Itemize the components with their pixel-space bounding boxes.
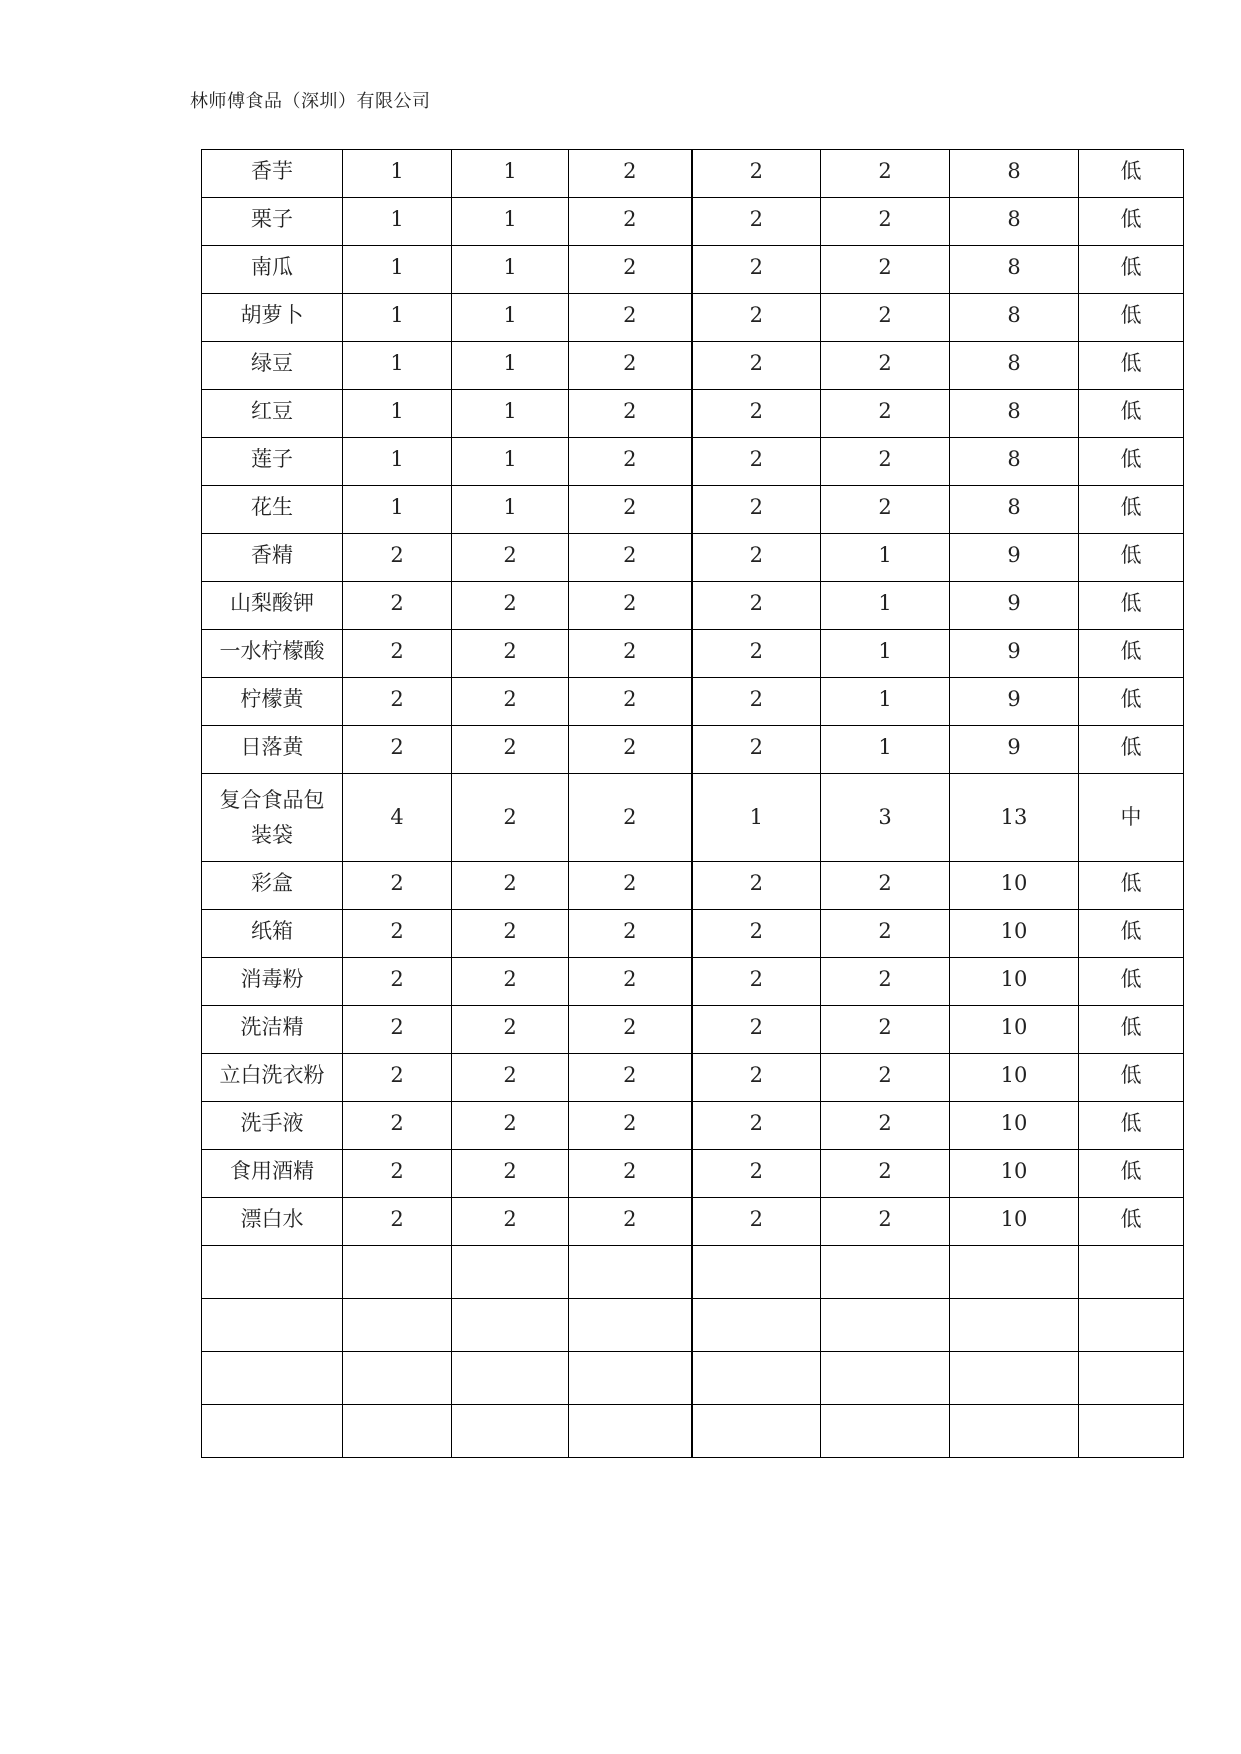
score-cell: 2 — [692, 342, 821, 390]
total-cell: 10 — [950, 862, 1079, 910]
score-cell: 2 — [692, 390, 821, 438]
risk-level-cell: 低 — [1079, 342, 1184, 390]
total-cell: 8 — [950, 390, 1079, 438]
total-cell: 8 — [950, 150, 1079, 198]
material-name — [202, 774, 343, 862]
table-row — [202, 678, 1184, 726]
empty-cell — [452, 1299, 569, 1352]
score-cell: 2 — [569, 1102, 692, 1150]
table-row — [202, 958, 1184, 1006]
score-cell: 2 — [343, 1150, 452, 1198]
score-cell: 2 — [569, 1198, 692, 1246]
material-name: 南瓜 — [202, 246, 343, 294]
score-cell: 2 — [343, 910, 452, 958]
material-name-line: 装袋 — [251, 822, 293, 847]
score-cell: 2 — [452, 1102, 569, 1150]
score-cell: 3 — [821, 774, 950, 862]
score-cell: 1 — [343, 246, 452, 294]
score-cell: 2 — [692, 534, 821, 582]
table-row — [202, 294, 1184, 342]
score-cell: 2 — [343, 1102, 452, 1150]
score-cell: 2 — [569, 910, 692, 958]
score-cell: 1 — [821, 630, 950, 678]
score-cell: 2 — [821, 198, 950, 246]
material-name: 日落黄 — [202, 726, 343, 774]
score-cell: 2 — [692, 198, 821, 246]
score-cell: 2 — [821, 1102, 950, 1150]
material-name: 花生 — [202, 486, 343, 534]
total-cell: 9 — [950, 678, 1079, 726]
score-cell: 2 — [569, 726, 692, 774]
score-cell: 2 — [452, 678, 569, 726]
material-name: 莲子 — [202, 438, 343, 486]
risk-level-cell: 低 — [1079, 534, 1184, 582]
score-cell: 2 — [692, 1054, 821, 1102]
risk-level-cell: 低 — [1079, 958, 1184, 1006]
table-row — [202, 390, 1184, 438]
score-cell: 2 — [569, 1054, 692, 1102]
empty-cell — [950, 1299, 1079, 1352]
empty-cell — [821, 1405, 950, 1458]
score-cell: 1 — [452, 486, 569, 534]
risk-level-cell: 低 — [1079, 1054, 1184, 1102]
material-name: 彩盒 — [202, 862, 343, 910]
score-cell: 4 — [343, 774, 452, 862]
empty-cell — [692, 1405, 821, 1458]
score-cell: 2 — [569, 246, 692, 294]
score-cell: 2 — [692, 150, 821, 198]
score-cell: 2 — [452, 862, 569, 910]
score-cell: 2 — [821, 1054, 950, 1102]
score-cell: 1 — [343, 390, 452, 438]
total-cell: 10 — [950, 1198, 1079, 1246]
score-cell: 2 — [569, 630, 692, 678]
score-cell: 2 — [692, 294, 821, 342]
score-cell: 2 — [692, 678, 821, 726]
total-cell: 10 — [950, 1102, 1079, 1150]
empty-cell — [569, 1299, 692, 1352]
score-cell: 2 — [821, 1006, 950, 1054]
score-cell: 1 — [343, 198, 452, 246]
empty-cell — [692, 1246, 821, 1299]
score-cell: 1 — [343, 294, 452, 342]
total-cell: 8 — [950, 342, 1079, 390]
material-name: 漂白水 — [202, 1198, 343, 1246]
total-cell: 10 — [950, 1054, 1079, 1102]
empty-cell — [1079, 1299, 1184, 1352]
empty-cell — [452, 1246, 569, 1299]
score-cell: 2 — [692, 1006, 821, 1054]
score-cell: 2 — [343, 630, 452, 678]
score-cell: 2 — [343, 1006, 452, 1054]
empty-cell — [343, 1299, 452, 1352]
score-cell: 2 — [452, 1006, 569, 1054]
empty-cell — [692, 1352, 821, 1405]
score-cell: 2 — [569, 862, 692, 910]
material-name: 栗子 — [202, 198, 343, 246]
risk-level-cell: 低 — [1079, 1006, 1184, 1054]
score-cell: 2 — [821, 1198, 950, 1246]
score-cell: 2 — [569, 438, 692, 486]
total-cell: 10 — [950, 910, 1079, 958]
score-cell: 1 — [343, 150, 452, 198]
risk-level-cell: 低 — [1079, 150, 1184, 198]
score-cell: 2 — [821, 486, 950, 534]
risk-level-cell: 低 — [1079, 630, 1184, 678]
score-cell: 2 — [452, 910, 569, 958]
risk-assessment-table — [201, 149, 1184, 1458]
table-row — [202, 534, 1184, 582]
score-cell: 2 — [343, 1198, 452, 1246]
risk-level-cell: 低 — [1079, 390, 1184, 438]
risk-level-cell: 低 — [1079, 726, 1184, 774]
score-cell: 2 — [343, 1054, 452, 1102]
score-cell: 2 — [569, 1150, 692, 1198]
score-cell: 2 — [452, 1054, 569, 1102]
total-cell: 13 — [950, 774, 1079, 862]
score-cell: 2 — [692, 1102, 821, 1150]
empty-cell — [569, 1352, 692, 1405]
total-cell: 9 — [950, 630, 1079, 678]
score-cell: 2 — [821, 958, 950, 1006]
score-cell: 1 — [343, 486, 452, 534]
total-cell: 8 — [950, 438, 1079, 486]
total-cell: 10 — [950, 958, 1079, 1006]
score-cell: 2 — [452, 1198, 569, 1246]
table-row — [202, 630, 1184, 678]
score-cell: 2 — [343, 862, 452, 910]
score-cell: 1 — [821, 534, 950, 582]
table-row — [202, 486, 1184, 534]
score-cell: 2 — [569, 486, 692, 534]
score-cell: 2 — [452, 774, 569, 862]
empty-cell — [950, 1246, 1079, 1299]
score-cell: 2 — [692, 958, 821, 1006]
empty-cell — [821, 1352, 950, 1405]
material-name: 食用酒精 — [202, 1150, 343, 1198]
empty-cell — [202, 1299, 343, 1352]
material-name: 柠檬黄 — [202, 678, 343, 726]
score-cell: 2 — [821, 342, 950, 390]
score-cell: 1 — [452, 246, 569, 294]
score-cell: 2 — [692, 582, 821, 630]
empty-cell — [821, 1299, 950, 1352]
score-cell: 1 — [452, 342, 569, 390]
score-cell: 2 — [452, 726, 569, 774]
score-cell: 2 — [569, 342, 692, 390]
score-cell: 2 — [343, 582, 452, 630]
score-cell: 1 — [343, 438, 452, 486]
empty-row — [202, 1246, 1184, 1299]
risk-level-cell: 低 — [1079, 1150, 1184, 1198]
score-cell: 2 — [569, 534, 692, 582]
empty-row — [202, 1352, 1184, 1405]
score-cell: 2 — [821, 862, 950, 910]
total-cell: 10 — [950, 1150, 1079, 1198]
score-cell: 1 — [343, 342, 452, 390]
total-cell: 9 — [950, 726, 1079, 774]
table-row — [202, 198, 1184, 246]
score-cell: 2 — [452, 630, 569, 678]
risk-level-cell: 低 — [1079, 294, 1184, 342]
table-row — [202, 726, 1184, 774]
score-cell: 2 — [821, 910, 950, 958]
score-cell: 1 — [452, 294, 569, 342]
score-cell: 2 — [821, 294, 950, 342]
material-name: 红豆 — [202, 390, 343, 438]
score-cell: 1 — [452, 438, 569, 486]
score-cell: 2 — [343, 726, 452, 774]
table-row — [202, 1150, 1184, 1198]
total-cell: 8 — [950, 486, 1079, 534]
risk-level-cell: 低 — [1079, 1102, 1184, 1150]
risk-level-cell: 低 — [1079, 198, 1184, 246]
material-name: 消毒粉 — [202, 958, 343, 1006]
score-cell: 2 — [821, 1150, 950, 1198]
risk-level-cell: 低 — [1079, 438, 1184, 486]
material-name: 洗手液 — [202, 1102, 343, 1150]
empty-row — [202, 1405, 1184, 1458]
table-row — [202, 1102, 1184, 1150]
material-name: 洗洁精 — [202, 1006, 343, 1054]
table-row — [202, 1054, 1184, 1102]
score-cell: 2 — [692, 1150, 821, 1198]
empty-cell — [950, 1405, 1079, 1458]
empty-cell — [343, 1246, 452, 1299]
empty-cell — [692, 1299, 821, 1352]
empty-cell — [452, 1405, 569, 1458]
empty-row — [202, 1299, 1184, 1352]
risk-level-cell: 低 — [1079, 486, 1184, 534]
score-cell: 2 — [821, 150, 950, 198]
material-name: 胡萝卜 — [202, 294, 343, 342]
score-cell: 2 — [569, 1006, 692, 1054]
material-name: 香芋 — [202, 150, 343, 198]
score-cell: 2 — [569, 198, 692, 246]
score-cell: 2 — [569, 150, 692, 198]
score-cell: 1 — [452, 198, 569, 246]
empty-cell — [569, 1246, 692, 1299]
table-row — [202, 1198, 1184, 1246]
table-row — [202, 774, 1184, 862]
score-cell: 1 — [821, 582, 950, 630]
score-cell: 2 — [821, 438, 950, 486]
score-cell: 2 — [343, 958, 452, 1006]
material-name-line: 复合食品包 — [219, 787, 325, 812]
risk-level-cell: 中 — [1079, 774, 1184, 862]
total-cell: 9 — [950, 582, 1079, 630]
table-row — [202, 246, 1184, 294]
risk-level-cell: 低 — [1079, 582, 1184, 630]
score-cell: 2 — [692, 438, 821, 486]
score-cell: 2 — [452, 582, 569, 630]
table-row — [202, 342, 1184, 390]
company-header: 林师傅食品（深圳）有限公司 — [190, 91, 431, 112]
score-cell: 2 — [452, 1150, 569, 1198]
empty-cell — [452, 1352, 569, 1405]
score-cell: 1 — [452, 390, 569, 438]
risk-level-cell: 低 — [1079, 862, 1184, 910]
total-cell: 8 — [950, 294, 1079, 342]
score-cell: 2 — [569, 390, 692, 438]
score-cell: 1 — [452, 150, 569, 198]
material-name: 绿豆 — [202, 342, 343, 390]
material-name: 香精 — [202, 534, 343, 582]
total-cell: 8 — [950, 246, 1079, 294]
score-cell: 2 — [692, 246, 821, 294]
score-cell: 2 — [452, 958, 569, 1006]
empty-cell — [202, 1352, 343, 1405]
score-cell: 2 — [692, 486, 821, 534]
table-row — [202, 862, 1184, 910]
total-cell: 8 — [950, 198, 1079, 246]
score-cell: 2 — [692, 1198, 821, 1246]
empty-cell — [569, 1405, 692, 1458]
score-cell: 2 — [452, 534, 569, 582]
score-cell: 2 — [821, 246, 950, 294]
material-name: 纸箱 — [202, 910, 343, 958]
score-cell: 1 — [821, 678, 950, 726]
score-cell: 2 — [821, 390, 950, 438]
empty-cell — [1079, 1405, 1184, 1458]
material-name: 一水柠檬酸 — [202, 630, 343, 678]
total-cell: 9 — [950, 534, 1079, 582]
score-cell: 2 — [569, 958, 692, 1006]
score-cell: 2 — [692, 726, 821, 774]
score-cell: 2 — [569, 294, 692, 342]
material-name: 山梨酸钾 — [202, 582, 343, 630]
score-cell: 2 — [692, 630, 821, 678]
table-row — [202, 438, 1184, 486]
risk-level-cell: 低 — [1079, 910, 1184, 958]
table-row — [202, 1006, 1184, 1054]
table-row — [202, 150, 1184, 198]
score-cell: 2 — [569, 678, 692, 726]
score-cell: 2 — [692, 910, 821, 958]
empty-cell — [950, 1352, 1079, 1405]
table-row — [202, 582, 1184, 630]
risk-level-cell: 低 — [1079, 1198, 1184, 1246]
risk-level-cell: 低 — [1079, 678, 1184, 726]
empty-cell — [343, 1405, 452, 1458]
material-name: 立白洗衣粉 — [202, 1054, 343, 1102]
empty-cell — [202, 1246, 343, 1299]
empty-cell — [343, 1352, 452, 1405]
total-cell: 10 — [950, 1006, 1079, 1054]
score-cell: 2 — [343, 534, 452, 582]
score-cell: 2 — [569, 774, 692, 862]
empty-cell — [1079, 1352, 1184, 1405]
score-cell: 2 — [343, 678, 452, 726]
table-row — [202, 910, 1184, 958]
empty-cell — [1079, 1246, 1184, 1299]
score-cell: 2 — [569, 582, 692, 630]
score-cell: 1 — [821, 726, 950, 774]
score-cell: 2 — [692, 862, 821, 910]
empty-cell — [821, 1246, 950, 1299]
risk-level-cell: 低 — [1079, 246, 1184, 294]
empty-cell — [202, 1405, 343, 1458]
score-cell: 1 — [692, 774, 821, 862]
